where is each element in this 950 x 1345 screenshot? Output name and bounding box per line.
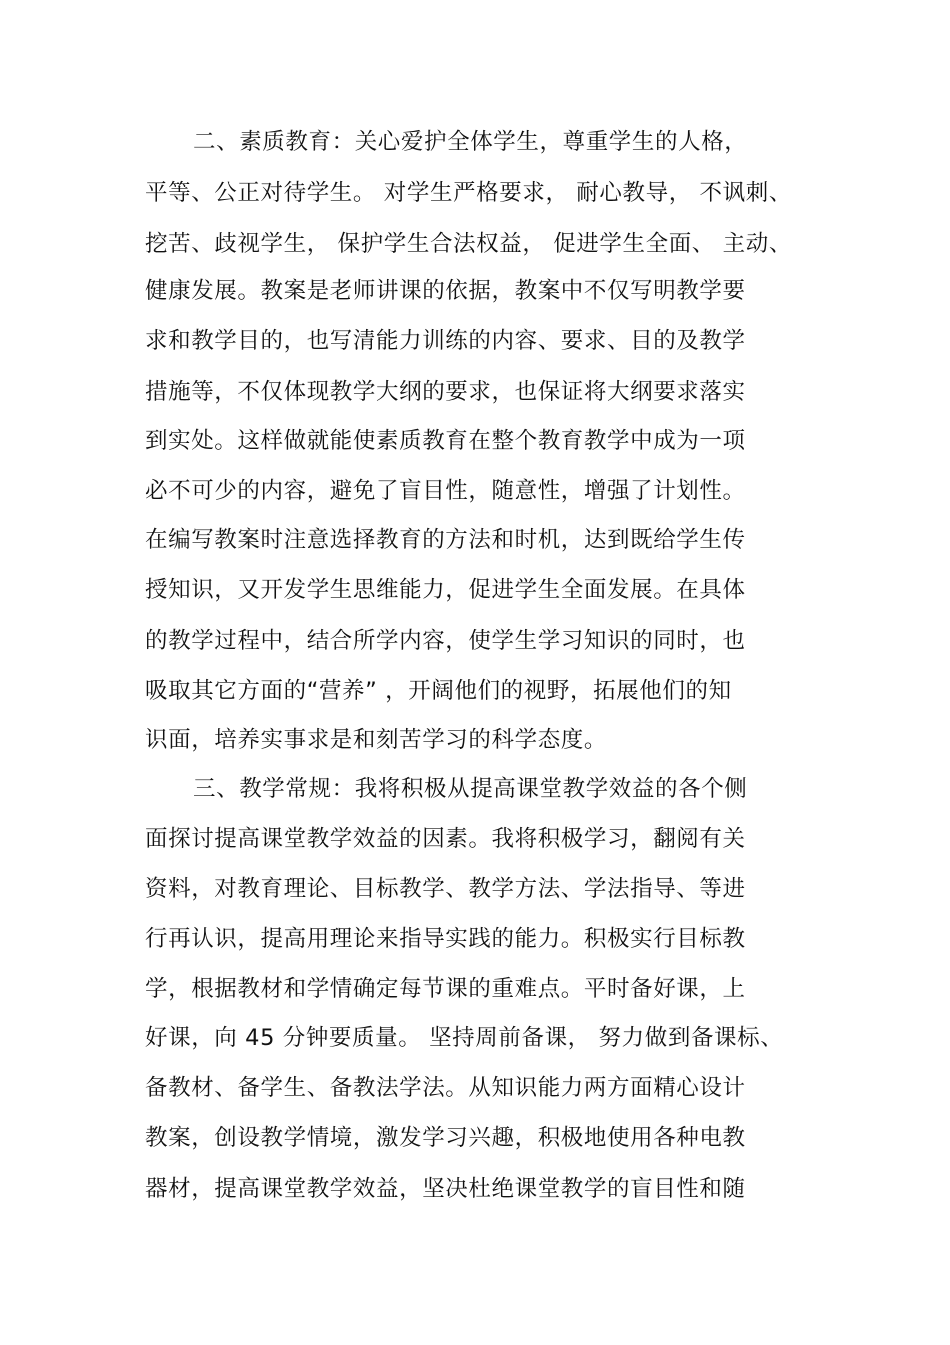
paragraph-2-line-1: 二、素质教育：关心爱护全体学生，尊重学生的人格， [193, 129, 748, 155]
paragraph-3-line-9: 器材，提高课堂教学效益，坚决杜绝课堂教学的盲目性和随 [145, 1176, 746, 1202]
paragraph-3-line-6: 好课，向 45 分钟要质量。 坚持周前备课， 努力做到备课标、 [145, 1025, 784, 1051]
paragraph-2-line-9: 在编写教案时注意选择教育的方法和时机，达到既给学生传 [145, 527, 746, 553]
paragraph-3-line-2: 面探讨提高课堂教学效益的因素。我将积极学习，翻阅有关 [145, 826, 746, 852]
paragraph-2-line-10: 授知识，又开发学生思维能力，促进学生全面发展。在具体 [145, 577, 746, 603]
paragraph-2-line-11: 的教学过程中，结合所学内容，使学生学习知识的同时，也 [145, 628, 746, 654]
paragraph-2-line-2: 平等、公正对待学生。 对学生严格要求， 耐心教导， 不讽刺、 [145, 180, 792, 206]
paragraph-2-line-13: 识面，培养实事求是和刻苦学习的科学态度。 [145, 727, 608, 753]
paragraph-2-line-7: 到实处。这样做就能使素质教育在整个教育教学中成为一项 [145, 428, 746, 454]
paragraph-3-line-7: 备教材、备学生、备教法学法。从知识能力两方面精心设计 [145, 1075, 746, 1101]
paragraph-3-line-4: 行再认识，提高用理论来指导实践的能力。积极实行目标教 [145, 926, 746, 952]
paragraph-2-line-6: 措施等，不仅体现教学大纲的要求，也保证将大纲要求落实 [145, 379, 746, 405]
paragraph-2-line-3: 挖苦、歧视学生， 保护学生合法权益， 促进学生全面、 主动、 [145, 231, 792, 257]
paragraph-3-line-5: 学，根据教材和学情确定每节课的重难点。平时备好课，上 [145, 976, 746, 1002]
paragraph-3-line-8: 教案，创设教学情境，激发学习兴趣，积极地使用各种电教 [145, 1125, 746, 1151]
paragraph-3-line-3: 资料，对教育理论、目标教学、教学方法、学法指导、等进 [145, 876, 746, 902]
paragraph-2-line-5: 求和教学目的，也写清能力训练的内容、要求、目的及教学 [145, 328, 746, 354]
paragraph-2-line-4: 健康发展。教案是老师讲课的依据，教案中不仅写明教学要 [145, 278, 746, 304]
paragraph-2-line-8: 必不可少的内容，避免了盲目性，随意性，增强了计划性。 [145, 478, 746, 504]
paragraph-2-line-12: 吸取其它方面的“营养” ，开阔他们的视野，拓展他们的知 [145, 678, 732, 704]
paragraph-3-line-1: 三、教学常规：我将积极从提高课堂教学效益的各个侧 [193, 776, 748, 802]
